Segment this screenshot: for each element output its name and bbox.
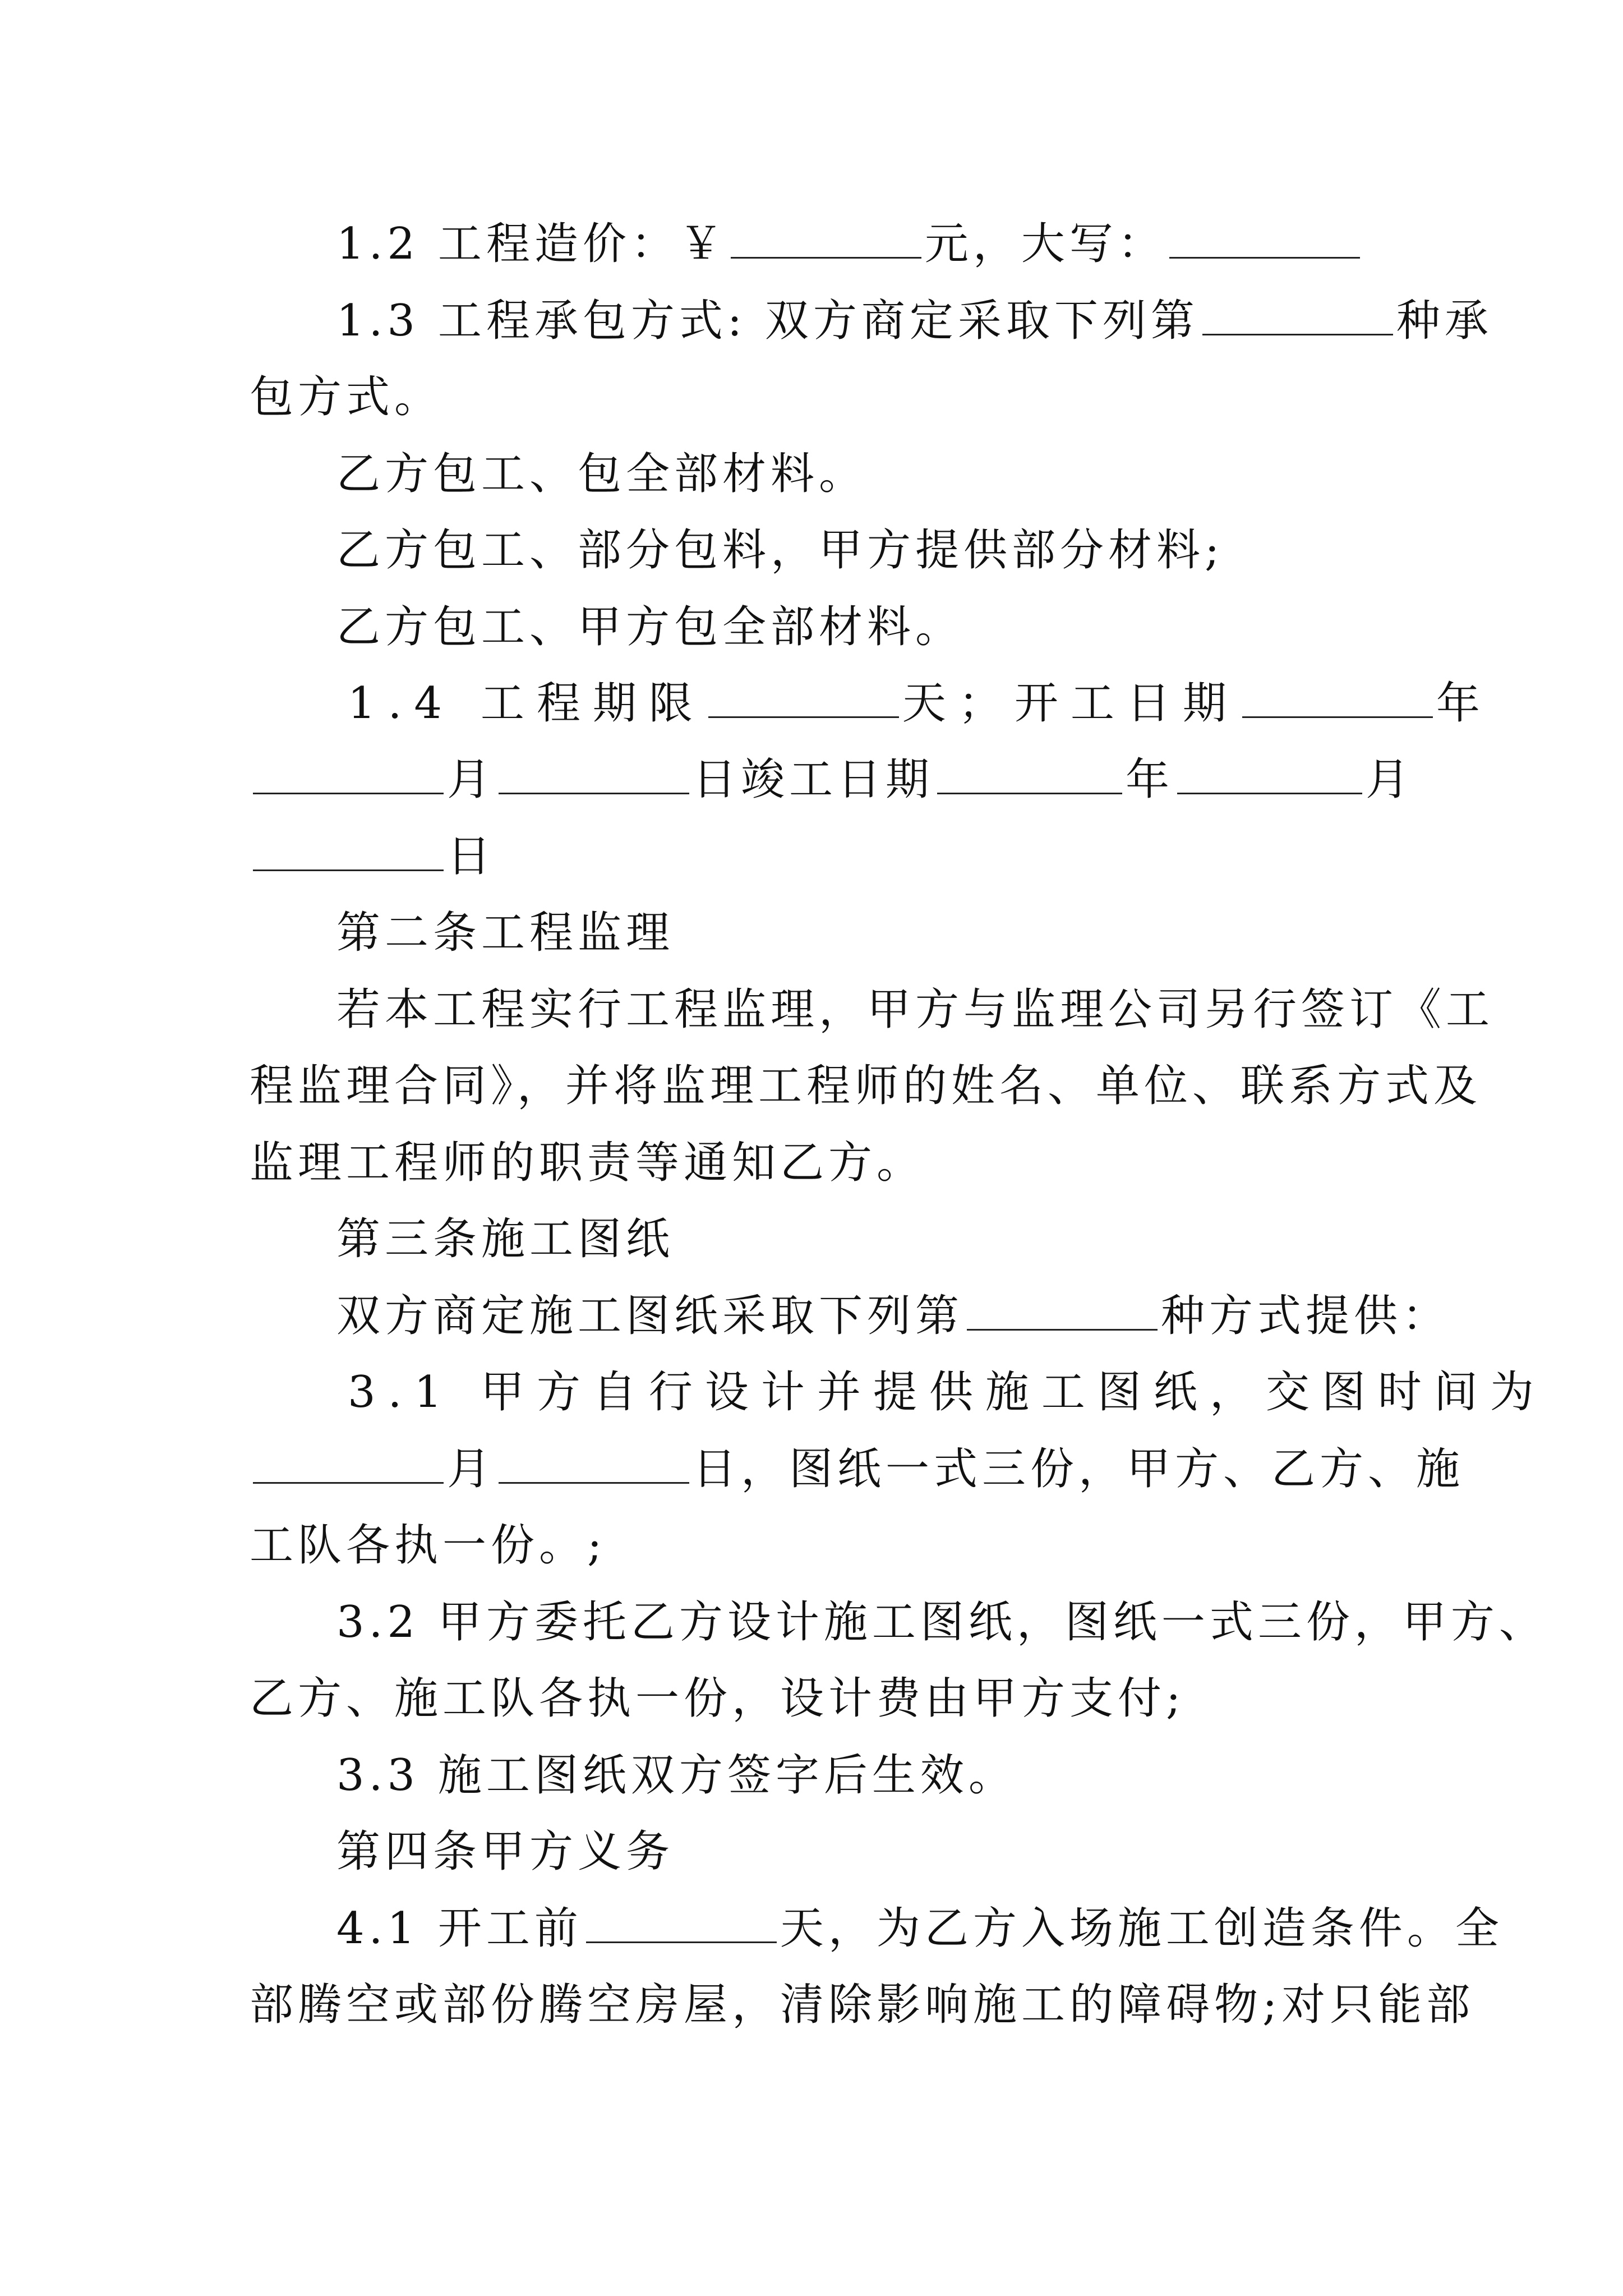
blank-field[interactable]: [937, 757, 1122, 794]
clause-1-3-method: [336, 287, 1493, 355]
clause-1-4-period: [348, 670, 1492, 737]
text: 乙方、施工队各执一份，设计费由甲方支付;: [250, 1673, 1186, 1724]
paragraph-line: [250, 1052, 1482, 1120]
section-heading: [336, 899, 1388, 967]
text: 工队各执一份。;: [250, 1520, 607, 1571]
paragraph-line: [250, 364, 1388, 431]
text: 月: [447, 1444, 496, 1494]
option-line: [336, 517, 1388, 584]
blank-field[interactable]: [253, 1446, 444, 1484]
text: 种方式提供：: [1161, 1291, 1451, 1341]
text: 乙方包工、包全部材料。: [336, 449, 868, 499]
clause-4-1: [336, 1895, 1504, 1962]
text: 3.3 施工图纸双方签字后生效。: [336, 1750, 1017, 1801]
blank-field[interactable]: [1242, 680, 1433, 718]
text: 3.2 甲方委托乙方设计施工图纸，图纸一式三份，甲方、: [336, 1597, 1547, 1648]
paragraph-line: [250, 1512, 1388, 1579]
paragraph-line: [250, 1129, 1388, 1197]
blank-field[interactable]: [586, 1906, 777, 1943]
paragraph-line: [250, 1665, 1388, 1732]
blank-field[interactable]: [708, 680, 899, 718]
clause-1-2-price: [336, 210, 1388, 278]
text: 日竣工日期: [693, 754, 934, 805]
date-line: [250, 823, 1388, 890]
clause-3-2: [336, 1589, 1547, 1656]
date-line: [250, 746, 1414, 813]
blank-field[interactable]: [1177, 757, 1362, 794]
text: 1.2 工程造价：￥: [336, 219, 727, 269]
text: 日: [447, 831, 496, 882]
blank-field[interactable]: [253, 757, 444, 794]
text: 1.4 工程期限: [348, 678, 705, 729]
text: 程监理合同》，并将监理工程师的姓名、单位、联系方式及: [250, 1061, 1482, 1111]
section-heading: [336, 1205, 1388, 1273]
text: 天，为乙方入场施工创造条件。全: [780, 1903, 1504, 1954]
blank-field[interactable]: [253, 834, 444, 871]
text: 第四条甲方义务: [336, 1826, 675, 1877]
text: 乙方包工、甲方包全部材料。: [336, 602, 964, 652]
date-line: [250, 1435, 1465, 1503]
text: 种承: [1396, 296, 1493, 346]
text: 元，大写：: [924, 219, 1166, 269]
paragraph-line: [250, 1971, 1475, 2039]
text: 年: [1436, 678, 1492, 729]
blank-field[interactable]: [499, 1446, 689, 1484]
option-line: [336, 440, 1388, 508]
text: 包方式。: [250, 372, 443, 422]
text: 天；开工日期: [902, 678, 1239, 729]
text: 监理工程师的职责等通知乙方。: [250, 1138, 925, 1188]
paragraph-line: [336, 976, 1495, 1043]
section-heading: [336, 1818, 1388, 1885]
blank-field[interactable]: [1169, 221, 1360, 259]
blank-field[interactable]: [1202, 298, 1393, 335]
blank-field[interactable]: [731, 221, 921, 259]
paragraph-line: [336, 1282, 1451, 1350]
option-line: [336, 593, 1388, 661]
text: 第三条施工图纸: [336, 1214, 675, 1264]
blank-field[interactable]: [499, 757, 689, 794]
clause-3-3: [336, 1742, 1388, 1809]
text: 4.1 开工前: [336, 1903, 583, 1954]
text: 日，图纸一式三份，甲方、乙方、施: [693, 1444, 1465, 1494]
text: 月: [1366, 754, 1414, 805]
text: 年: [1126, 754, 1174, 805]
text: 双方商定施工图纸采取下列第: [336, 1291, 964, 1341]
text: 部腾空或部份腾空房屋，清除影响施工的障碍物;对只能部: [250, 1980, 1475, 2030]
text: 若本工程实行工程监理，甲方与监理公司另行签订《工: [336, 984, 1495, 1035]
text: 乙方包工、部分包料，甲方提供部分材料;: [336, 525, 1224, 576]
text: 第二条工程监理: [336, 908, 675, 958]
text: 月: [447, 754, 496, 805]
text: 1.3 工程承包方式: 双方商定采取下列第: [336, 296, 1199, 346]
clause-3-1: [348, 1359, 1546, 1426]
blank-field[interactable]: [967, 1293, 1158, 1331]
text: 3.1 甲方自行设计并提供施工图纸，交图时间为: [348, 1367, 1546, 1418]
